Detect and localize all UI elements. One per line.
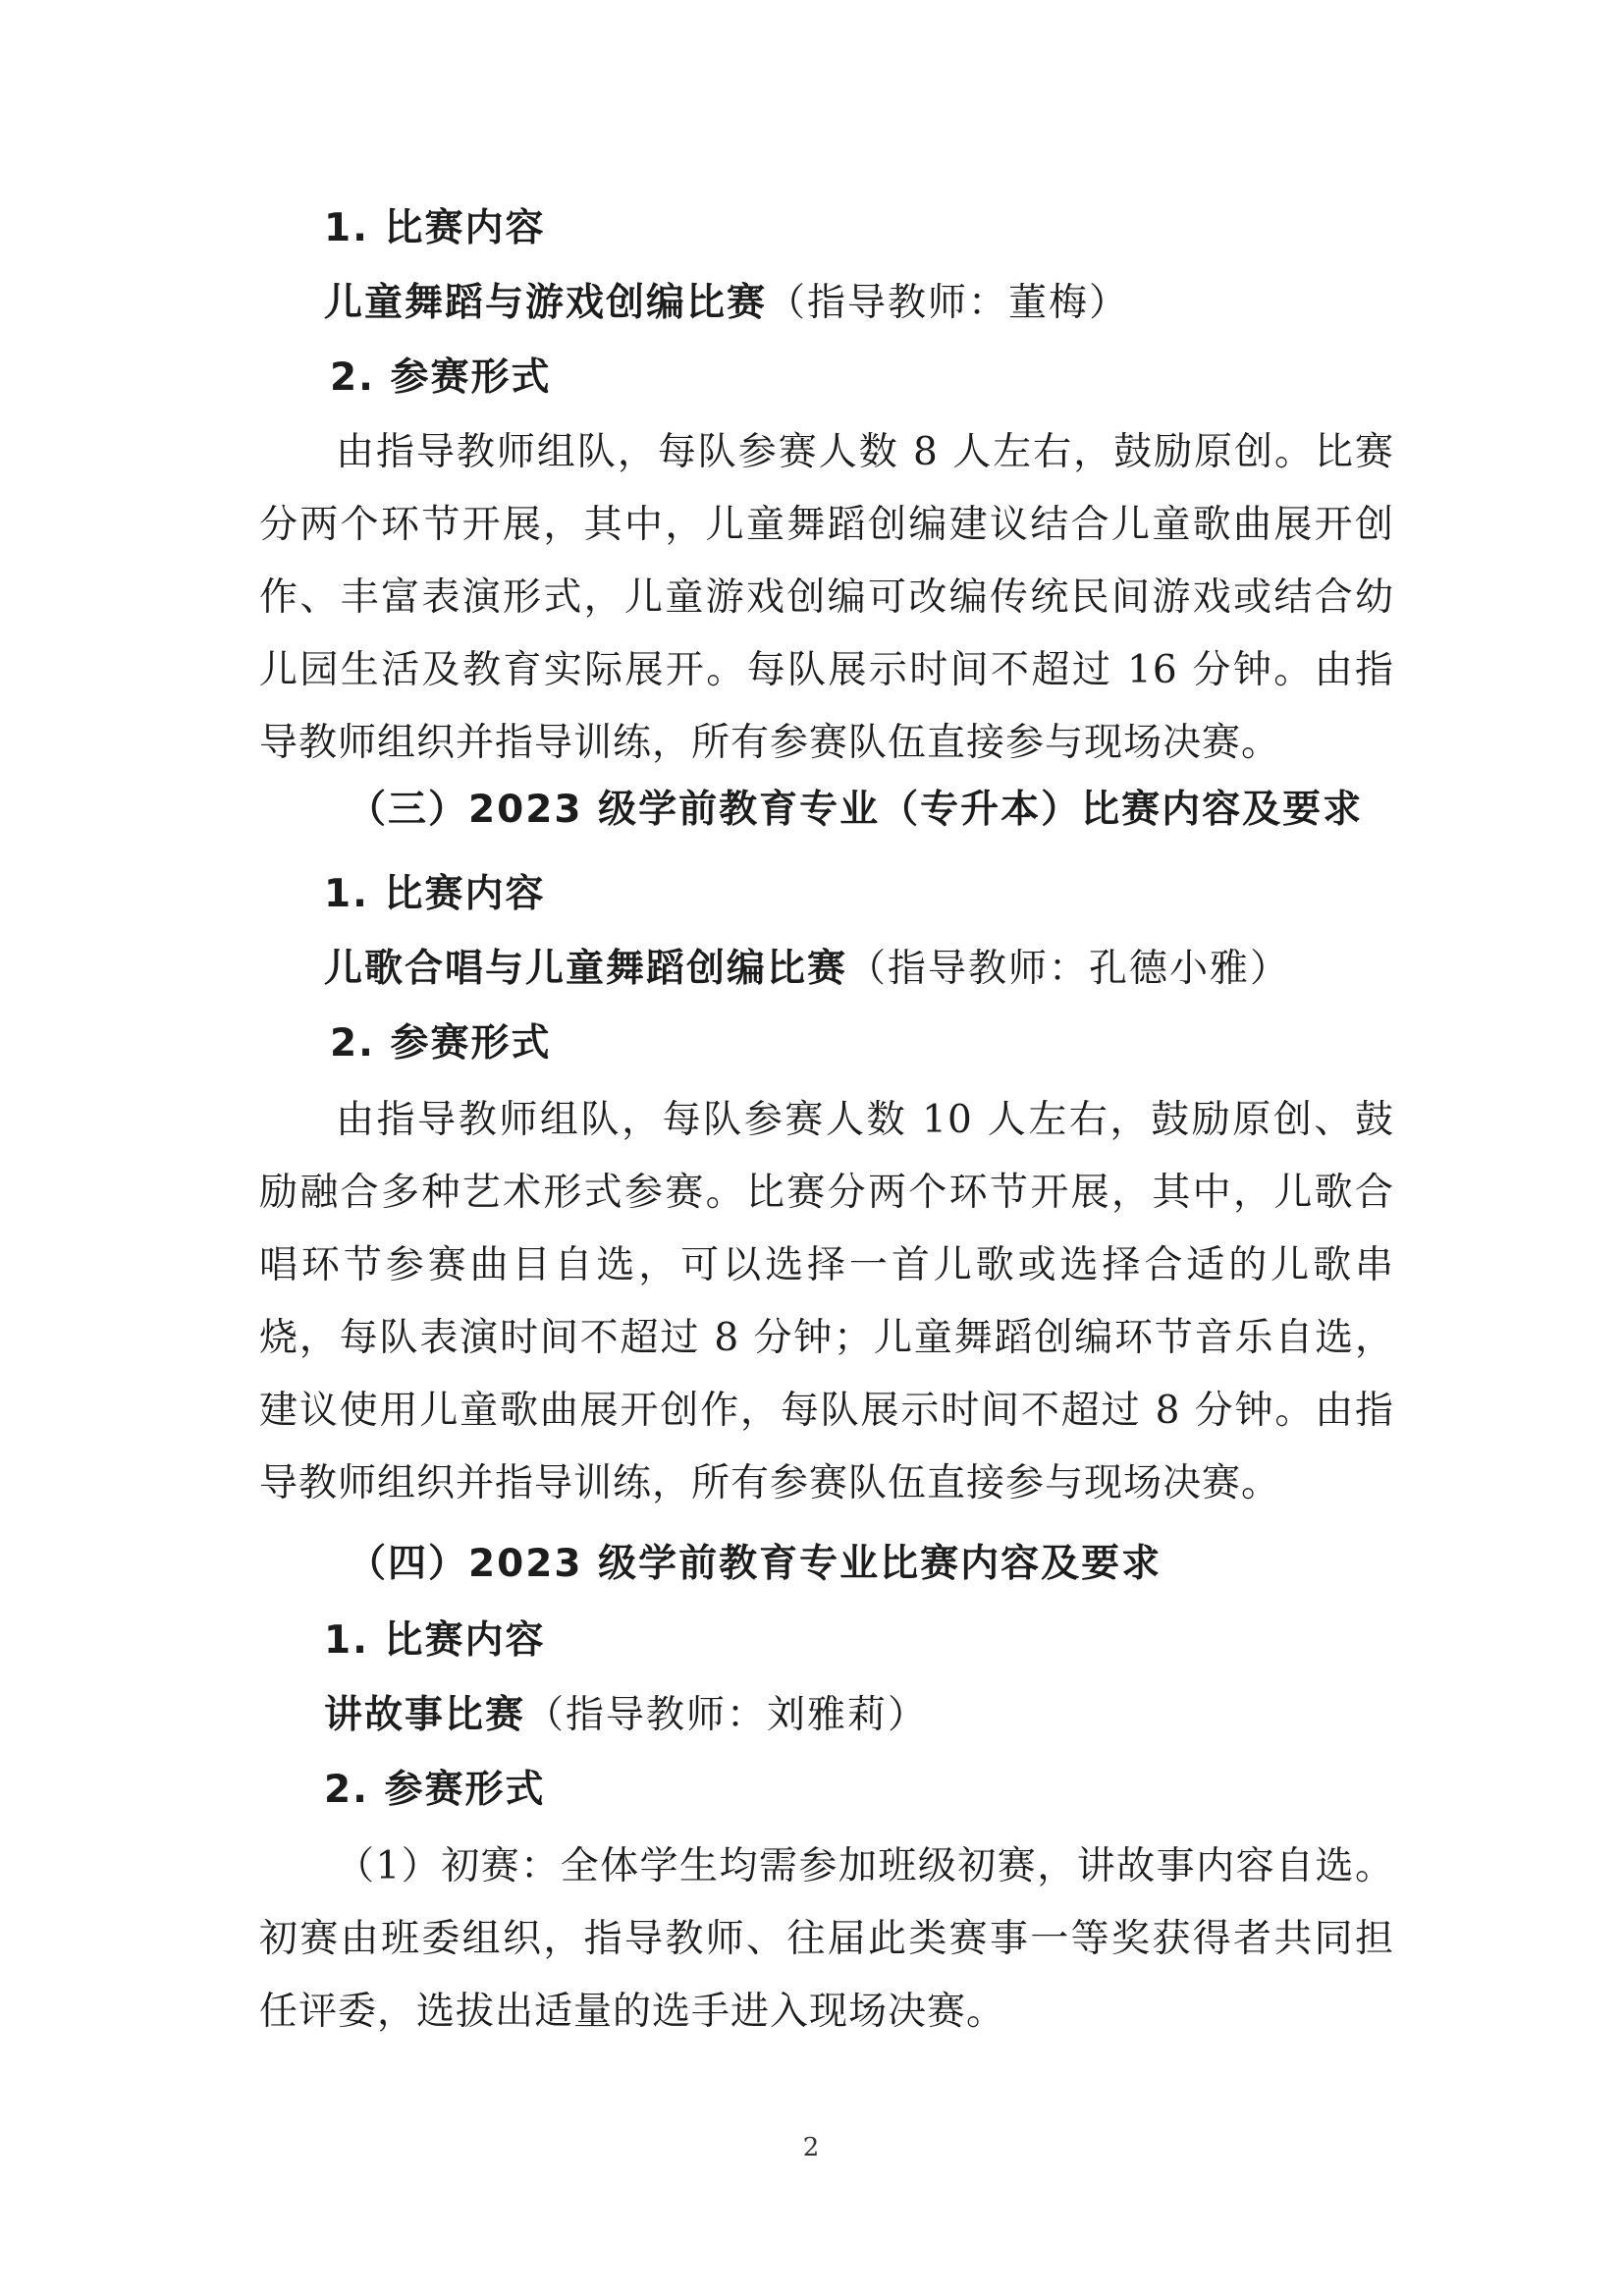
page-number: 2 — [802, 2133, 820, 2162]
body-paragraph: 由指导教师组队，每队参赛人数 10 人左右，鼓励原创、鼓励融合多种艺术形式参赛。比赛分两个环节开展，其中，儿歌合唱环节参赛曲目自选，可以选择一首儿歌或选择合适的儿歌串烧，每队表演时间不超过 8 分钟；儿童舞蹈创编环节音乐自选，建议使用儿童歌曲展开创作，每队展示时间不超过 8 分钟。由指导教师组织并指导训练，所有参赛队伍直接参与现场决赛。 — [259, 1098, 1394, 1505]
instructor-note: （指导教师：孔德小雅） — [847, 947, 1291, 991]
contest-title: 儿童舞蹈与游戏创编比赛 — [324, 281, 768, 325]
contest-title-line — [324, 1691, 1394, 1740]
contest-title-line — [324, 279, 1394, 328]
section-heading-part-three: （三）2023 级学前教育专业（专升本）比赛内容及要求 — [348, 788, 1364, 832]
section-heading-participation-form: 2. 参赛形式 — [330, 355, 552, 400]
contest-title-line — [324, 945, 1394, 994]
section-heading-contest-content: 1. 比赛内容 — [324, 1618, 546, 1663]
section-heading-participation-form: 2. 参赛形式 — [330, 1021, 552, 1066]
section-heading-contest-content: 1. 比赛内容 — [324, 872, 546, 916]
instructor-note: （指导教师：刘雅莉） — [525, 1693, 929, 1737]
section-heading-part-four: （四）2023 级学前教育专业比赛内容及要求 — [348, 1542, 1162, 1586]
section-heading-participation-form: 2. 参赛形式 — [324, 1768, 546, 1812]
contest-title: 讲故事比赛 — [324, 1693, 526, 1737]
section-heading-contest-content: 1. 比赛内容 — [324, 206, 546, 250]
body-paragraph: 由指导教师组队，每队参赛人数 8 人左右，鼓励原创。比赛分两个环节开展，其中，儿童舞蹈创编建议结合儿童歌曲展开创作、丰富表演形式，儿童游戏创编可改编传统民间游戏或结合幼儿园生活及教育实际展开。每队展示时间不超过 16 分钟。由指导教师组织并指导训练，所有参赛队伍直接参与现场决赛。 — [259, 430, 1394, 765]
body-paragraph: （1）初赛：全体学生均需参加班级初赛，讲故事内容自选。初赛由班委组织，指导教师、往届此类赛事一等奖获得者共同担任评委，选拔出适量的选手进入现场决赛。 — [259, 1844, 1394, 2034]
contest-title: 儿歌合唱与儿童舞蹈创编比赛 — [324, 947, 848, 991]
instructor-note: （指导教师：董梅） — [767, 281, 1130, 325]
